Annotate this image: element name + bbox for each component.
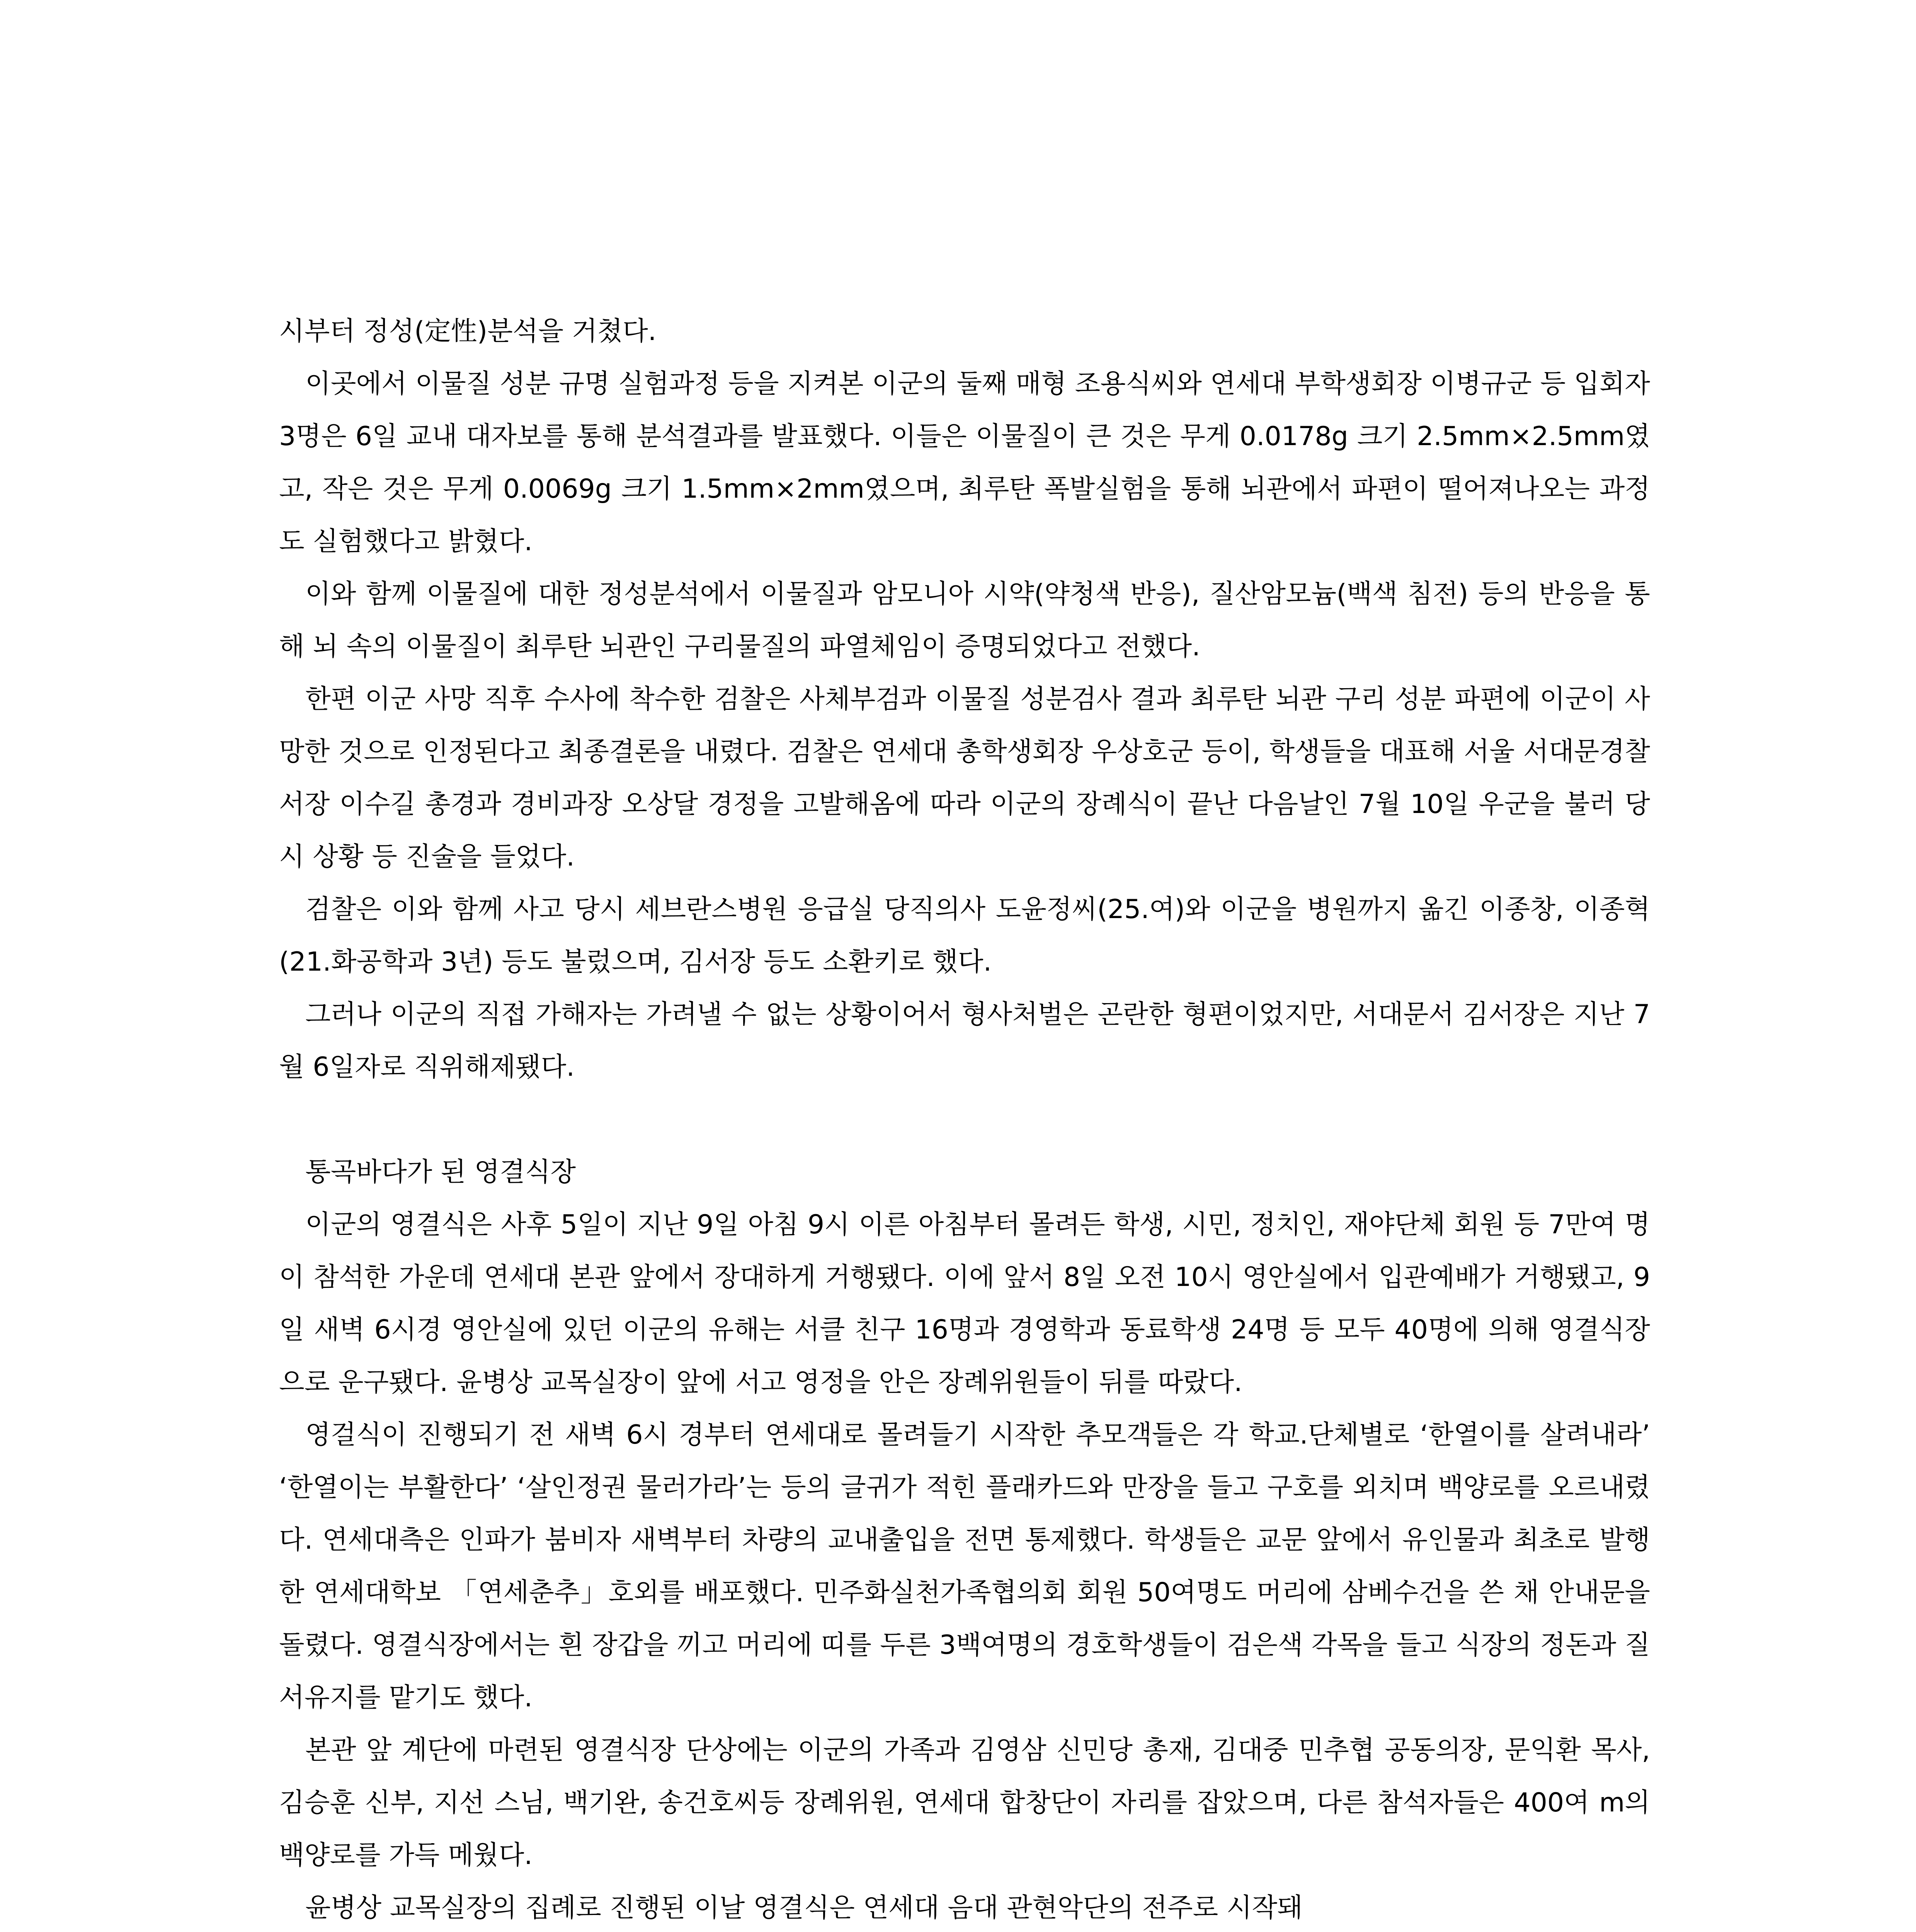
document-body	[279, 305, 1650, 1932]
paragraph: 이곳에서 이물질 성분 규명 실험과정 등을 지켜본 이군의 둘째 매형 조용식씨와 연세대 부학생회장 이병규군 등 입회자 3명은 6일 교내 대자보를 통해 분석결과를 발표했다. 이들은 이물질이 큰 것은 무게 0.0178g 크기 2.5mm×2.5mm였고, 작은 것은 무게 0.0069g 크기 1.5mm×2mm였으며, 최루탄 폭발실험을 통해 뇌관에서 파편이 떨어져나오는 과정도 실험했다고 밝혔다.	[279, 369, 1650, 557]
blank-line	[279, 1094, 1650, 1146]
paragraph: 시부터 정성(定性)분석을 거쳤다.	[279, 316, 657, 347]
paragraph: 영걸식이 진행되기 전 새벽 6시 경부터 연세대로 몰려들기 시작한 추모객들은 각 학교.단체별로 ‘한열이를 살려내라’ ‘한열이는 부활한다’ ‘살인정권 물러가라’는 등의 글귀가 적힌 플래카드와 만장을 들고 구호를 외치며 백양로를 오르내렸다. 연세대측은 인파가 붐비자 새벽부터 차량의 교내출입을 전면 통제했다. 학생들은 교문 앞에서 유인물과 최초로 발행한 연세대학보 「연세춘추」호외를 배포했다. 민주화실천가족협의회 회원 50여명도 머리에 삼베수건을 쓴 채 안내문을 돌렸다. 영결식장에서는 흰 장갑을 끼고 머리에 띠를 두른 3백여명의 경호학생들이 검은색 각목을 들고 식장의 정돈과 질서유지를 맡기도 했다.	[279, 1420, 1650, 1713]
paragraph: 한편 이군 사망 직후 수사에 착수한 검찰은 사체부검과 이물질 성분검사 결과 최루탄 뇌관 구리 성분 파편에 이군이 사망한 것으로 인정된다고 최종결론을 내렸다. 검찰은 연세대 총학생회장 우상호군 등이, 학생들을 대표해 서울 서대문경찰서장 이수길 총경과 경비과장 오상달 경정을 고발해옴에 따라 이군의 장례식이 끝난 다음날인 7월 10일 우군을 불러 당시 상황 등 진술을 들었다.	[279, 684, 1650, 872]
paragraph: 그러나 이군의 직접 가해자는 가려낼 수 없는 상황이어서 형사처벌은 곤란한 형편이었지만, 서대문서 김서장은 지난 7월 6일자로 직위해제됐다.	[279, 999, 1650, 1082]
paragraph: 본관 앞 계단에 마련된 영결식장 단상에는 이군의 가족과 김영삼 신민당 총재, 김대중 민추협 공동의장, 문익환 목사, 김승훈 신부, 지선 스님, 백기완, 송건호씨등 장례위원, 연세대 합창단이 자리를 잡았으며, 다른 참석자들은 400여 m의 백양로를 가득 메웠다.	[279, 1735, 1650, 1871]
paragraph: 이와 함께 이물질에 대한 정성분석에서 이물질과 암모니아 시약(약청색 반응), 질산암모늄(백색 침전) 등의 반응을 통해 뇌 속의 이물질이 최루탄 뇌관인 구리물질의 파열체임이 증명되었다고 전했다.	[279, 579, 1650, 662]
paragraph: 이군의 영결식은 사후 5일이 지난 9일 아침 9시 이른 아침부터 몰려든 학생, 시민, 정치인, 재야단체 회원 등 7만여 명이 참석한 가운데 연세대 본관 앞에서 장대하게 거행됐다. 이에 앞서 8일 오전 10시 영안실에서 입관예배가 거행됐고, 9일 새벽 6시경 영안실에 있던 이군의 유해는 서클 친구 16명과 경영학과 동료학생 24명 등 모두 40명에 의해 영결식장으로 운구됐다. 윤병상 교목실장이 앞에 서고 영정을 안은 장례위원들이 뒤를 따랐다.	[279, 1209, 1650, 1398]
paragraph: 윤병상 교목실장의 집례로 진행된 이날 영결식은 연세대 음대 관현악단의 전주로 시작돼	[305, 1893, 1303, 1923]
paragraph: 검찰은 이와 함께 사고 당시 세브란스병원 응급실 당직의사 도윤정씨(25.여)와 이군을 병원까지 옮긴 이종창, 이종혁(21.화공학과 3년) 등도 불렀으며, 김서장 등도 소환키로 했다.	[279, 894, 1650, 977]
section-heading: 통곡바다가 된 영결식장	[305, 1157, 576, 1187]
